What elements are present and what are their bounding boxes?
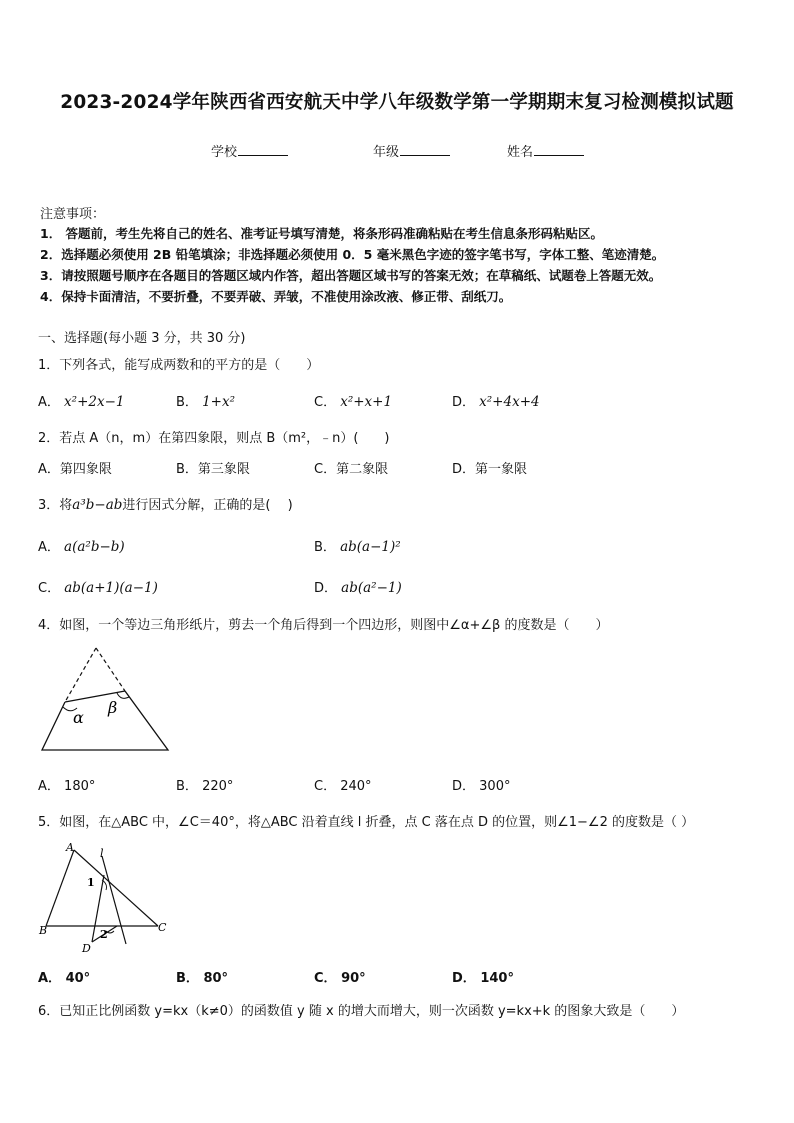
q4-triangle-figure bbox=[36, 645, 176, 755]
grade-field bbox=[373, 141, 450, 160]
q2-option-d: D．第一象限 bbox=[452, 462, 528, 477]
q4-option-b: B． 220° bbox=[176, 779, 234, 794]
q4-option-d: D． 300° bbox=[452, 779, 511, 794]
q3-option-d: D． ab(a²−1) bbox=[314, 580, 402, 596]
q2-option-c: C．第二象限 bbox=[314, 462, 389, 477]
question-2-stem: 2．若点 A（n，m）在第四象限，则点 B（m²，﹣n）( ) bbox=[38, 431, 390, 446]
q4-option-c: C． 240° bbox=[314, 779, 372, 794]
page-title: 2023-2024学年陕西省西安航天中学八年级数学第一学期期末复习检测模拟试题 bbox=[60, 92, 734, 113]
point-a-label: A bbox=[66, 841, 74, 854]
q3-option-b: B． ab(a−1)² bbox=[314, 539, 401, 555]
angle-2-label: 2 bbox=[100, 928, 108, 941]
note-item: 4．保持卡面清洁，不要折叠，不要弄破、弄皱，不准使用涂改液、修正带、刮纸刀。 bbox=[40, 289, 512, 304]
q2-option-b: B．第三象限 bbox=[176, 462, 250, 477]
note-item: 2．选择题必须使用 2B 铅笔填涂；非选择题必须使用 0．5 毫米黑色字迹的签字笔书写，字体工整、笔迹清楚。 bbox=[40, 247, 665, 262]
school-blank bbox=[238, 143, 288, 156]
school-field bbox=[211, 141, 288, 160]
q5-option-b: B． 80° bbox=[176, 971, 229, 986]
q3-option-a: A． a(a²b−b) bbox=[38, 539, 125, 555]
line-l-label: l bbox=[100, 847, 104, 860]
grade-blank bbox=[400, 143, 450, 156]
beta-label: β bbox=[108, 698, 118, 717]
q1-option-c: C． x²+x+1 bbox=[314, 394, 393, 410]
q3-option-c: C． ab(a+1)(a−1) bbox=[38, 580, 158, 596]
q1-option-d: D． x²+4x+4 bbox=[452, 394, 540, 410]
q5-option-a: A． 40° bbox=[38, 971, 91, 986]
q5-fold-figure bbox=[34, 838, 174, 958]
question-3-stem: 3．将a³b−ab进行因式分解，正确的是( ) bbox=[38, 497, 293, 513]
notes-heading: 注意事项： bbox=[40, 207, 106, 222]
q1-option-a: A． x²+2x−1 bbox=[38, 394, 125, 410]
name-blank bbox=[534, 143, 584, 156]
question-6-stem: 6．已知正比例函数 y=kx（k≠0）的函数值 y 随 x 的增大而增大，则一次函数 y=kx+k 的图象大致是（ ） bbox=[38, 1004, 685, 1019]
point-c-label: C bbox=[158, 921, 167, 934]
q4-option-a: A． 180° bbox=[38, 779, 96, 794]
note-item: 3．请按照题号顺序在各题目的答题区域内作答，超出答题区域书写的答案无效；在草稿纸、试题卷上答题无效。 bbox=[40, 268, 662, 283]
question-4-stem: 4．如图，一个等边三角形纸片，剪去一个角后得到一个四边形，则图中∠α+∠β 的度数是（ ） bbox=[38, 618, 609, 633]
point-b-label: B bbox=[39, 924, 48, 937]
q5-option-c: C． 90° bbox=[314, 971, 366, 986]
name-field bbox=[507, 141, 584, 160]
question-5-stem: 5．如图，在△ABC 中，∠C＝40°，将△ABC 沿着直线 l 折叠，点 C 落在点 D 的位置，则∠1−∠2 的度数是（ ） bbox=[38, 815, 695, 830]
q1-option-b: B． 1+x² bbox=[176, 394, 235, 410]
grade-label: 年级 bbox=[373, 145, 400, 160]
point-d-label: D bbox=[82, 942, 91, 955]
note-item: 1． 答题前，考生先将自己的姓名、准考证号填写清楚，将条形码准确粘贴在考生信息条形码粘贴区。 bbox=[40, 226, 604, 241]
school-label: 学校 bbox=[211, 145, 238, 160]
alpha-label: α bbox=[73, 708, 84, 727]
q2-option-a: A．第四象限 bbox=[38, 462, 112, 477]
question-1-stem: 1．下列各式，能写成两数和的平方的是（ ） bbox=[38, 358, 320, 373]
angle-1-label: 1 bbox=[87, 876, 95, 889]
section-heading: 一、选择题(每小题 3 分，共 30 分) bbox=[38, 331, 246, 346]
name-label: 姓名 bbox=[507, 145, 534, 160]
q5-option-d: D． 140° bbox=[452, 971, 514, 986]
